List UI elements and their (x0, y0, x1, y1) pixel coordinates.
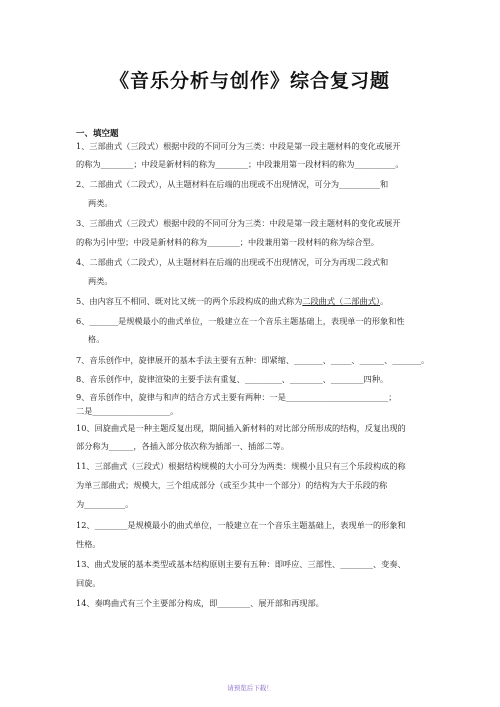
section-heading: 一、填空题 (76, 129, 119, 139)
question-5-end: 。 (380, 296, 389, 306)
page-footer: 请预览后下载！ (227, 684, 273, 692)
question-7-line: 7、音乐创作中，旋律展开的基本手法主要有五种：即紧缩、_______、_____、______、_______。 (76, 355, 430, 365)
question-10-line-1: 10、回旋曲式是一种主题反复出现，期间插入新材料的对比部分所形成的结构，反复出现的 (76, 423, 406, 433)
question-13-line-2: 回旋。 (76, 578, 101, 588)
question-3-line-1: 3、三部曲式（三段式）根据中段的不同可分为三类：中段是第一段主题材料的变化或展开 (76, 218, 401, 228)
document-title: 《音乐分析与创作》综合复习题 (109, 70, 390, 92)
question-3-line-2: 的称为引中型；中段是新材料的称为________；中段兼用第一段材料的称为综合型。 (76, 237, 379, 247)
question-14-line: 14、奏鸣曲式有三个主要部分构成，即________、展开部和再现部。 (76, 598, 324, 608)
question-2-line-2: 两类。 (88, 198, 113, 208)
question-10-line-2: 部分称为______，各插入部分依次称为插部一、插部二等。 (76, 441, 289, 451)
question-6-line-2: 格。 (88, 334, 105, 344)
question-2-line-1: 2、二部曲式（二段式），从主题材料在后端的出现或不出现情况，可分为__________和 (76, 179, 389, 189)
question-9-line-2: 二是___________________。 (76, 406, 179, 416)
question-9-line-1: 9、音乐创作中，旋律与和声的结合方式主要有两种：一是_________________________； (76, 392, 397, 402)
question-1-line-1: 1、三部曲式（三段式）根据中段的不同可分为三类：中段是第一段主题材料的变化或展开 (76, 141, 401, 151)
question-11-line-3: 为__________。 (76, 499, 134, 509)
question-5-line (76, 296, 388, 306)
question-6-line-1: 6、_______是规模最小的曲式单位，一般建立在一个音乐主题基础上，表现单一的形象和性 (76, 316, 405, 326)
question-12-line-2: 性格。 (76, 539, 101, 549)
question-11-line-2: 为单三部曲式；规模大，三个组成部分（或至少其中一个部分）的结构为大于乐段的称 (76, 480, 388, 490)
question-4-line-1: 4、二部曲式（二段式），从主题材料在后端的出现或不出现情况，可分为再现二段式和 (76, 257, 389, 267)
question-12-line-1: 12、________是规模最小的曲式单位，一般建立在一个音乐主题基础上，表现单一的形象和 (76, 520, 406, 530)
question-8-line: 8、音乐创作中，旋律渲染的主要手法有重复、_________、________、________四种。 (76, 374, 389, 384)
question-13-line-1: 13、曲式发展的基本类型或基本结构原则主要有五种：即呼应、三部性、________、变奏、 (76, 559, 406, 569)
question-4-line-2: 两类。 (88, 276, 113, 286)
question-1-line-2: 的称为________；中段是新材料的称为________；中段兼用第一段材料的称为__________。 (76, 159, 404, 169)
question-5-answer: 二段曲式（二部曲式） (302, 296, 381, 306)
question-11-line-1: 11、三部曲式（三段式）根据结构规模的大小可分为两类：规模小且只有三个乐段构成的称 (76, 461, 406, 471)
question-5-text: 5、由内容互不相同、既对比又统一的两个乐段构成的曲式称为 (76, 296, 303, 306)
